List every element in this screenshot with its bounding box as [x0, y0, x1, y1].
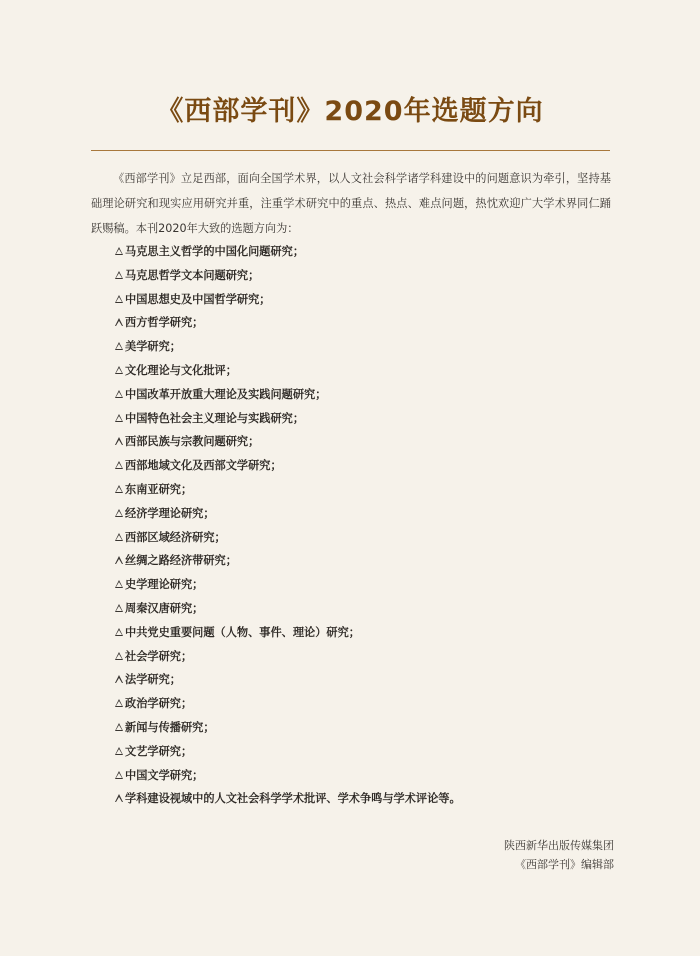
- topic-label: 西部地域文化及西部文学研究；: [125, 459, 282, 473]
- triangle-icon: [115, 295, 123, 303]
- triangle-icon: [115, 485, 123, 493]
- page-title: 《西部学刊》2020年选题方向: [156, 96, 544, 127]
- topic-label: 中国特色社会主义理论与实践研究；: [125, 411, 305, 425]
- list-item: [115, 430, 605, 454]
- list-item: [115, 335, 605, 359]
- list-item: [115, 526, 605, 550]
- list-item: [115, 288, 605, 312]
- list-item: [115, 407, 605, 431]
- topic-label: 文艺学研究；: [125, 744, 193, 758]
- topic-label: 中国文学研究；: [125, 768, 204, 782]
- topic-label: 史学理论研究；: [125, 578, 204, 592]
- list-item: [115, 383, 605, 407]
- list-item: [115, 621, 605, 645]
- topic-label: 美学研究；: [125, 340, 181, 354]
- triangle-icon: [115, 675, 123, 683]
- triangle-icon: [115, 509, 123, 517]
- topic-label: 法学研究；: [125, 673, 181, 687]
- list-item: [115, 478, 605, 502]
- triangle-icon: [115, 437, 123, 445]
- triangle-icon: [115, 699, 123, 707]
- list-item: [115, 668, 605, 692]
- topic-label: 学科建设视域中的人文社会科学学术批评、学术争鸣与学术评论等。: [125, 792, 461, 806]
- triangle-icon: [115, 580, 123, 588]
- signature-org: 陕西新华出版传媒集团: [504, 839, 614, 852]
- list-item: [115, 597, 605, 621]
- list-item: [115, 549, 605, 573]
- topic-label: 经济学理论研究；: [125, 506, 215, 520]
- topic-label: 西部民族与宗教问题研究；: [125, 435, 260, 449]
- triangle-icon: [115, 342, 123, 350]
- triangle-icon: [115, 723, 123, 731]
- topic-label: 马克思主义哲学的中国化问题研究；: [125, 245, 305, 258]
- list-item: [115, 787, 605, 811]
- triangle-icon: [115, 771, 123, 779]
- list-item: [115, 764, 605, 788]
- list-item: [115, 359, 605, 383]
- topic-label: 西方哲学研究；: [125, 316, 204, 330]
- list-item: [115, 716, 605, 740]
- triangle-icon: [115, 366, 123, 374]
- triangle-icon: [115, 318, 123, 326]
- triangle-icon: [115, 628, 123, 636]
- topic-label: 文化理论与文化批评；: [125, 363, 237, 377]
- list-item: [115, 502, 605, 526]
- list-item: [115, 692, 605, 716]
- list-item: [115, 311, 605, 335]
- triangle-icon: [115, 794, 123, 802]
- list-item: [115, 264, 605, 288]
- topic-label: 东南亚研究；: [125, 482, 193, 496]
- triangle-icon: [115, 604, 123, 612]
- triangle-icon: [115, 271, 123, 279]
- title-divider: [91, 150, 610, 151]
- list-item: [115, 740, 605, 764]
- topic-label: 政治学研究；: [125, 697, 193, 711]
- signature-dept: 《西部学刊》编辑部: [515, 858, 614, 871]
- signature-block: [504, 836, 614, 874]
- topic-label: 西部区域经济研究；: [125, 530, 226, 544]
- triangle-icon: [115, 390, 123, 398]
- triangle-icon: [115, 747, 123, 755]
- triangle-icon: [115, 247, 123, 255]
- triangle-icon: [115, 461, 123, 469]
- list-item: [115, 454, 605, 478]
- list-item: [115, 645, 605, 669]
- topic-label: 中国思想史及中国哲学研究；: [125, 292, 271, 306]
- topic-label: 新闻与传播研究；: [125, 720, 215, 734]
- topic-label: 社会学研究；: [125, 649, 193, 663]
- topic-label: 周秦汉唐研究；: [125, 601, 204, 615]
- intro-paragraph: 《西部学刊》立足西部，面向全国学术界，以人文社会科学诸学科建设中的问题意识为牵引，坚持基础理论研究和现实应用研究并重，注重学术研究中的重点、热点、难点问题，热忱欢迎广大学术界同仁踊跃赐稿。本刊2020年大致的选题方向为：: [91, 172, 611, 235]
- triangle-icon: [115, 652, 123, 660]
- list-item: [115, 573, 605, 597]
- topic-list: [115, 240, 605, 811]
- list-item: [115, 240, 605, 264]
- topic-label: 马克思哲学文本问题研究；: [125, 268, 260, 282]
- topic-label: 丝绸之路经济带研究；: [125, 554, 237, 568]
- topic-label: 中国改革开放重大理论及实践问题研究；: [125, 387, 327, 401]
- triangle-icon: [115, 414, 123, 422]
- triangle-icon: [115, 556, 123, 564]
- topic-label: 中共党史重要问题（人物、事件、理论）研究；: [125, 625, 360, 639]
- triangle-icon: [115, 533, 123, 541]
